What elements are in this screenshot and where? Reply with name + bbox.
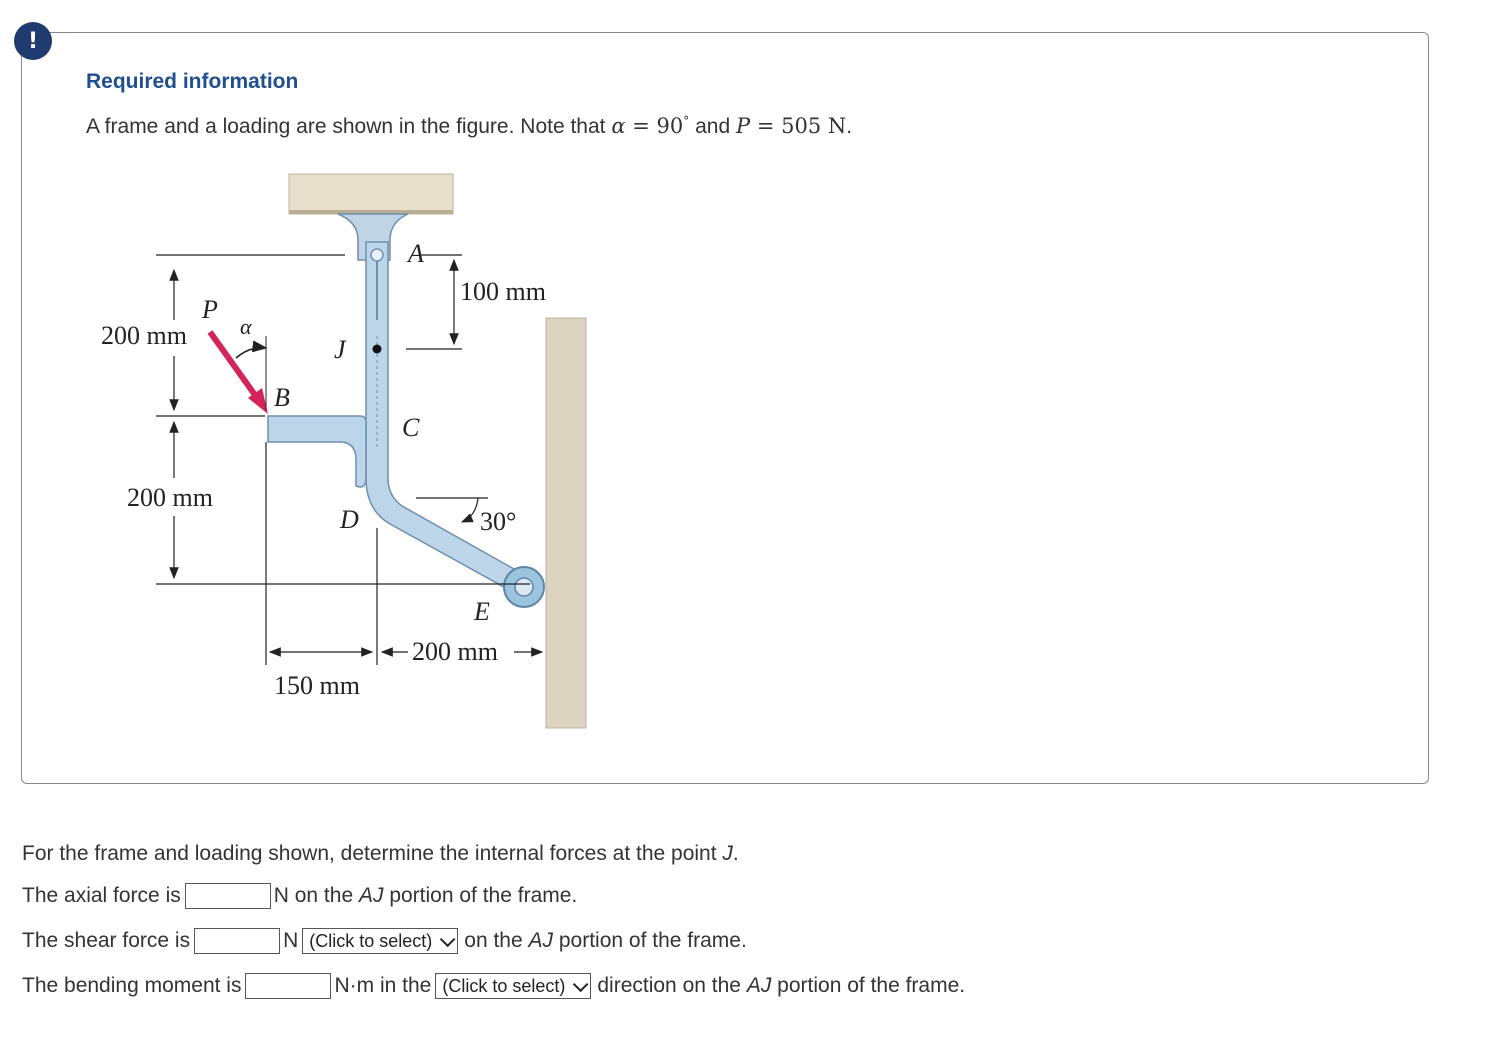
wall <box>546 318 586 728</box>
label-C: C <box>402 413 420 442</box>
label-B: B <box>274 383 290 412</box>
dim-100mm: 100 mm <box>460 277 546 306</box>
axial-force-row: The axial force is N on the AJ portion of the frame. <box>22 884 578 907</box>
moment-direction-select[interactable]: (Click to select) <box>435 973 591 999</box>
point-J <box>373 345 382 354</box>
required-info-title: Required information <box>86 70 299 93</box>
label-angle-30: 30° <box>480 507 517 536</box>
axial-force-input[interactable] <box>185 883 271 909</box>
member-BD <box>268 416 366 487</box>
label-D: D <box>340 505 359 534</box>
problem-statement: A frame and a loading are shown in the figure. Note that α = 90° and P = 505 N. <box>86 114 853 138</box>
dim-200mm-horizontal: 200 mm <box>412 637 498 666</box>
label-J: J <box>334 335 346 364</box>
label-alpha: α <box>240 314 252 339</box>
label-E: E <box>474 597 490 626</box>
label-A: A <box>408 239 424 268</box>
dim-200mm-bottom: 200 mm <box>127 483 213 512</box>
ceiling-support <box>289 174 453 214</box>
chevron-down-icon <box>440 931 456 947</box>
question-prompt: For the frame and loading shown, determine the internal forces at the point J . <box>22 842 739 865</box>
shear-force-row: The shear force is N (Click to select) on the AJ portion of the frame. <box>22 929 747 952</box>
shear-force-input[interactable] <box>194 928 280 954</box>
alert-icon: ! <box>14 22 52 60</box>
dim-150mm: 150 mm <box>274 671 360 700</box>
force-P <box>210 332 260 402</box>
shear-direction-select[interactable]: (Click to select) <box>302 928 458 954</box>
bending-moment-input[interactable] <box>245 973 331 999</box>
label-P: P <box>202 295 218 324</box>
frame-figure <box>90 160 610 740</box>
dim-200mm-top: 200 mm <box>101 321 187 350</box>
bending-moment-row: The bending moment is N·m in the (Click to select) direction on the AJ portion of the frame. <box>22 974 966 997</box>
chevron-down-icon <box>573 976 589 992</box>
pin-A <box>371 249 383 261</box>
